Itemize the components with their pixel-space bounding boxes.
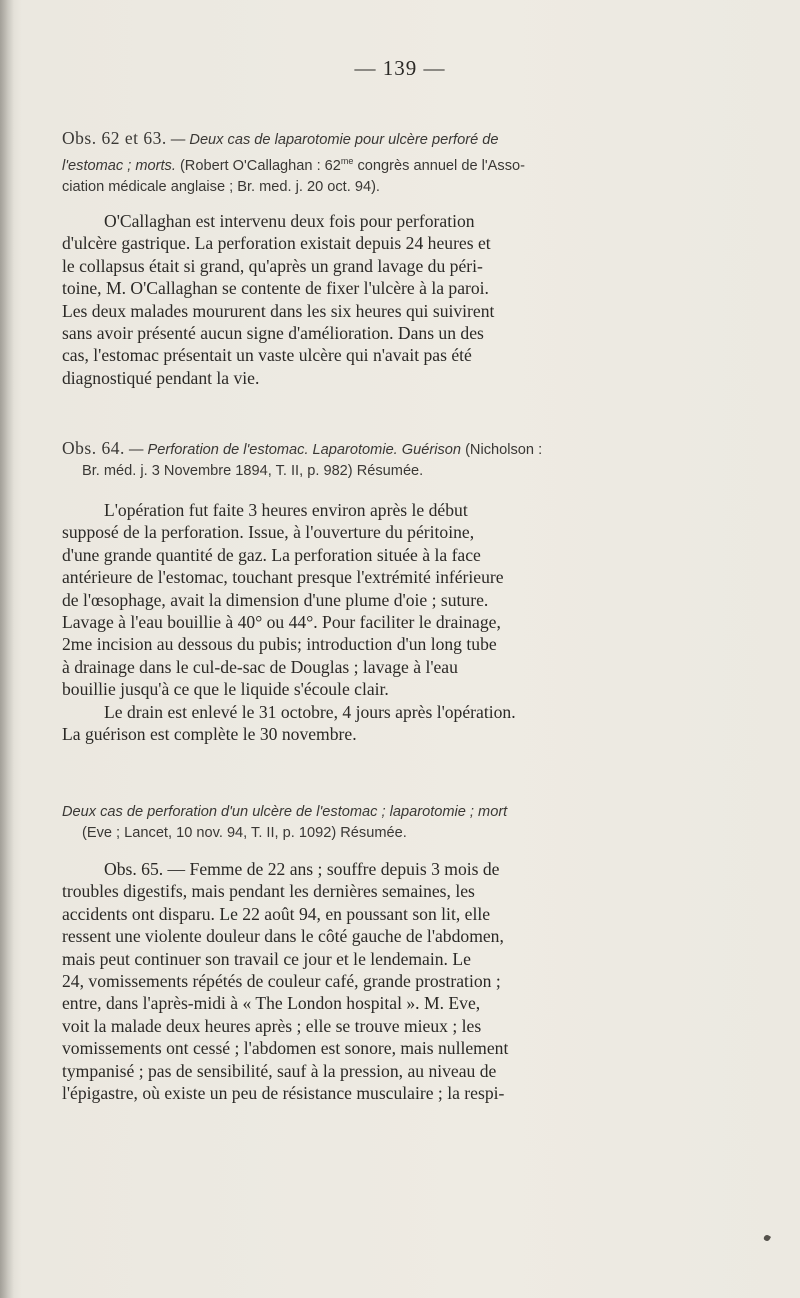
body-line: entre, dans l'après-midi à « The London hospital ». M. Eve, bbox=[62, 993, 481, 1014]
body-line: tympanisé ; pas de sensibilité, sauf à la pression, au niveau de bbox=[62, 1060, 497, 1081]
obs-source: (Robert O'Callaghan : 62 bbox=[175, 157, 341, 174]
body-line: accidents ont disparu. Le 22 août 94, en poussant son lit, elle bbox=[62, 903, 491, 924]
body-line: cas, l'estomac présentait un vaste ulcère qui n'avait pas été bbox=[62, 345, 472, 366]
body-line: bouillie jusqu'à ce que le liquide s'écoule clair. bbox=[62, 679, 389, 700]
body-line: troubles digestifs, mais pendant les dernières semaines, les bbox=[62, 881, 475, 902]
obs62-63-heading-line-1 bbox=[62, 128, 738, 151]
obs62-63-heading-line-2 bbox=[62, 151, 738, 177]
obs64-heading-line-2: Br. méd. j. 3 Novembre 1894, T. II, p. 982) Résumée. bbox=[82, 463, 424, 479]
body-line: voit la malade deux heures après ; elle se trouve mieux ; les bbox=[62, 1015, 482, 1036]
body-line: Lavage à l'eau bouillie à 40° ou 44°. Pour faciliter le drainage, bbox=[62, 612, 501, 633]
body-line: 2me incision au dessous du pubis; introduction d'un long tube bbox=[62, 634, 497, 655]
body-line: d'une grande quantité de gaz. La perforation située à la face bbox=[62, 544, 481, 565]
body-line: 24, vomissements répétés de couleur café, grande prostration ; bbox=[62, 971, 501, 992]
dash: — bbox=[124, 442, 148, 458]
deux-cas-heading bbox=[62, 802, 738, 844]
body-line: le collapsus était si grand, qu'après un grand lavage du péri- bbox=[62, 255, 483, 276]
obs-title: Perforation de l'estomac. Laparotomie. Guérison bbox=[147, 442, 462, 458]
obs-title-cont: l'estomac ; morts. bbox=[62, 157, 176, 174]
body-line: O'Callaghan est intervenu deux fois pour perforation bbox=[104, 211, 475, 231]
obs-number: Obs. 64. bbox=[62, 438, 125, 458]
body-line: à drainage dans le cul-de-sac de Douglas ; lavage à l'eau bbox=[62, 656, 458, 677]
body-line: L'opération fut faite 3 heures environ après le début bbox=[104, 500, 468, 520]
obs65-body bbox=[62, 858, 738, 1104]
obs62-63-heading-line-3: ciation médicale anglaise ; Br. med. j. 20 oct. 94). bbox=[62, 178, 380, 195]
obs-title: Deux cas de laparotomie pour ulcère perforé de bbox=[189, 132, 499, 148]
deux-cas-source: (Eve ; Lancet, 10 nov. 94, T. II, p. 1092) Résumée. bbox=[82, 825, 407, 841]
body-line: vomissements ont cessé ; l'abdomen est sonore, mais nullement bbox=[62, 1038, 509, 1059]
obs-source-cont: congrès annuel de l'Asso- bbox=[353, 157, 525, 174]
dash: — bbox=[166, 132, 190, 148]
obs64-body bbox=[62, 499, 738, 745]
page-number: — 139 — bbox=[354, 56, 446, 80]
body-line: mais peut continuer son travail ce jour et le lendemain. Le bbox=[62, 948, 471, 969]
obs62-63-body bbox=[62, 210, 738, 389]
body-line: de l'œsophage, avait la dimension d'une plume d'oie ; suture. bbox=[62, 589, 489, 610]
superscript: me bbox=[340, 156, 354, 166]
body-line: diagnostiqué pendant la vie. bbox=[62, 367, 260, 388]
deux-cas-title: Deux cas de perforation d'un ulcère de l'estomac ; laparotomie ; mort bbox=[62, 804, 508, 820]
body-line: l'épigastre, où existe un peu de résistance musculaire ; la respi- bbox=[62, 1083, 505, 1104]
body-line: ressent une violente douleur dans le côté gauche de l'abdomen, bbox=[62, 926, 504, 947]
obs-number: Obs. 62 et 63. bbox=[62, 128, 167, 148]
body-line: sans avoir présenté aucun signe d'amélioration. Dans un des bbox=[62, 323, 484, 344]
obs64-heading-line-1 bbox=[62, 438, 738, 461]
binding-shadow bbox=[0, 0, 14, 1298]
obs-source: (Nicholson : bbox=[461, 442, 543, 458]
obs64-heading bbox=[62, 438, 738, 482]
body-line: toine, M. O'Callaghan se contente de fixer l'ulcère à la paroi. bbox=[62, 278, 489, 299]
body-line: Le drain est enlevé le 31 octobre, 4 jours après l'opération. bbox=[104, 701, 516, 722]
body-line: La guérison est complète le 30 novembre. bbox=[62, 724, 357, 745]
body-line: antérieure de l'estomac, touchant presque l'extrémité inférieure bbox=[62, 567, 504, 588]
obs62-63-heading bbox=[62, 128, 738, 198]
body-line: d'ulcère gastrique. La perforation existait depuis 24 heures et bbox=[62, 233, 491, 254]
body-line: Obs. 65. — Femme de 22 ans ; souffre depuis 3 mois de bbox=[104, 859, 500, 879]
body-line: Les deux malades moururent dans les six heures qui suivirent bbox=[62, 300, 495, 321]
body-line: supposé de la perforation. Issue, à l'ouverture du péritoine, bbox=[62, 522, 475, 543]
ink-speck bbox=[763, 1234, 771, 1242]
